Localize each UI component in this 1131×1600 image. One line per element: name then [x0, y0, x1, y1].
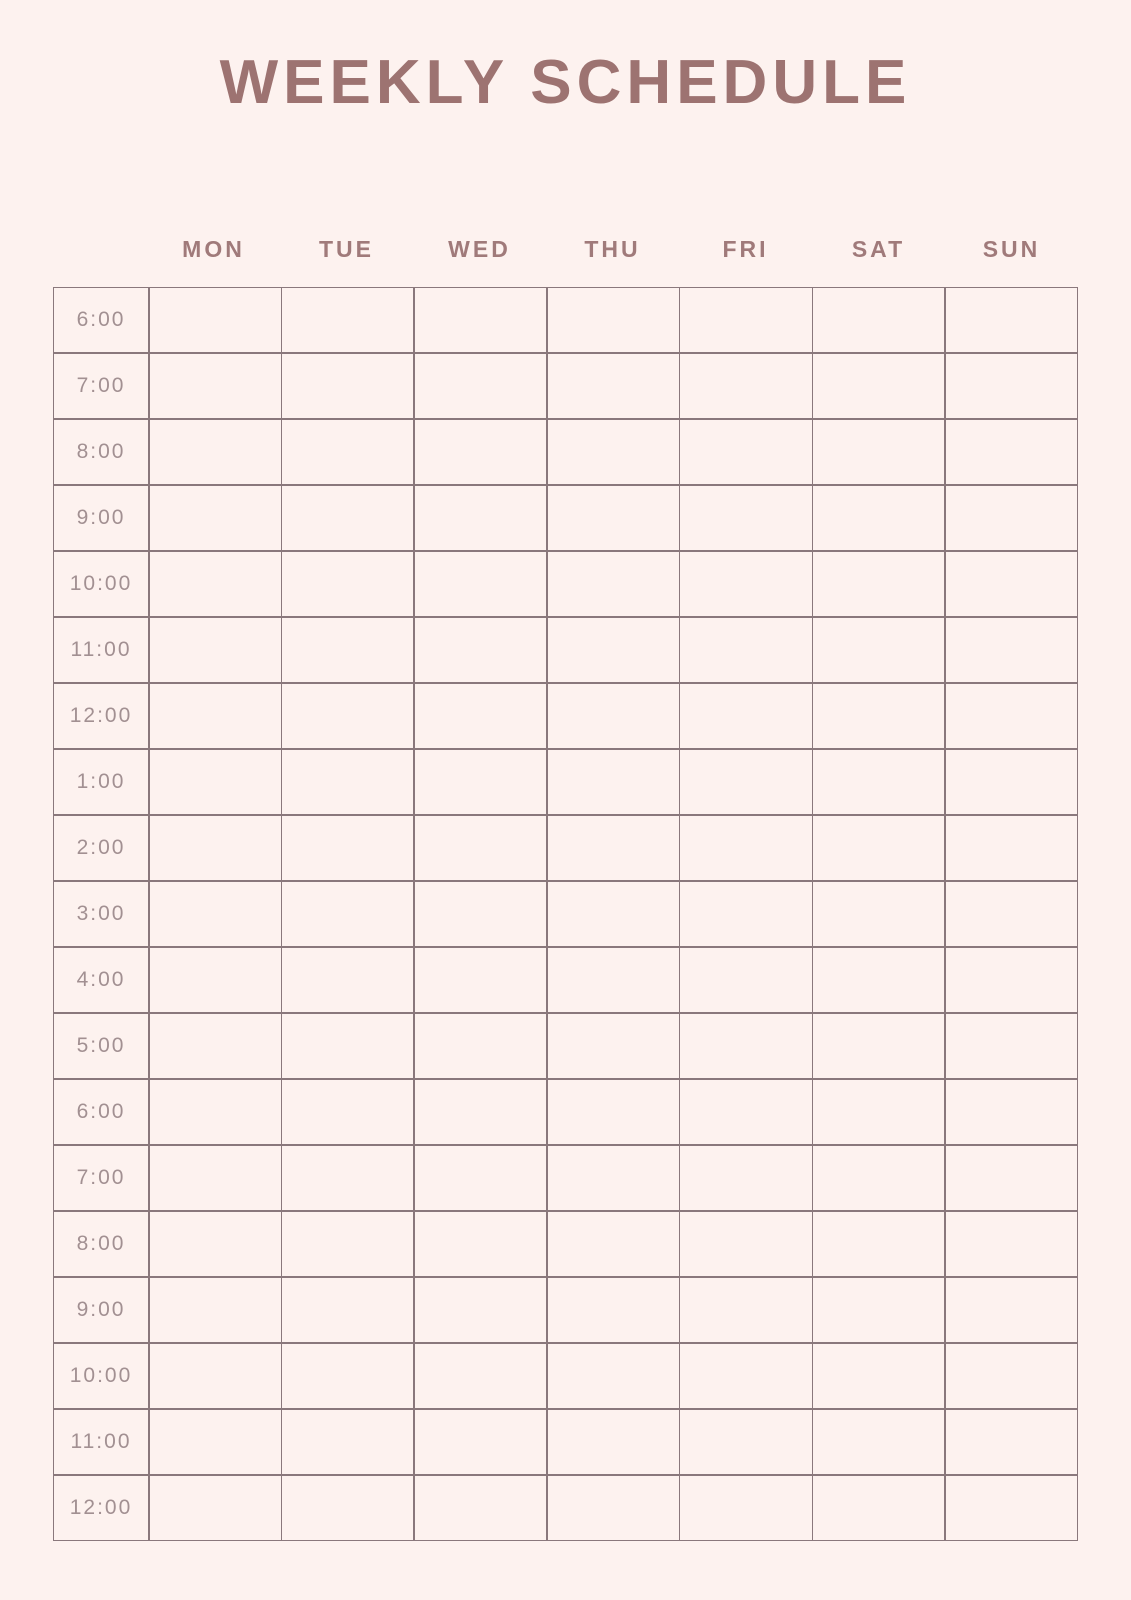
cell-mon-r6[interactable]	[150, 684, 281, 749]
cell-mon-r5[interactable]	[150, 618, 281, 683]
cell-sun-r0[interactable]	[946, 288, 1077, 353]
cell-fri-r15[interactable]	[680, 1278, 811, 1343]
day-header-sun: SUN	[982, 235, 1041, 262]
weekly-schedule-page	[0, 50, 1131, 1600]
time-label: 11:00	[54, 618, 148, 683]
cell-mon-r4[interactable]	[150, 552, 281, 617]
cell-tue-r7[interactable]	[282, 750, 413, 815]
cell-thu-r18[interactable]	[548, 1476, 679, 1541]
cell-thu-r15[interactable]	[548, 1278, 679, 1343]
cell-sat-r18[interactable]	[813, 1476, 944, 1541]
cell-sat-r1[interactable]	[813, 354, 944, 419]
time-label: 8:00	[54, 1212, 148, 1277]
cell-wed-r13[interactable]	[415, 1146, 546, 1211]
cell-tue-r6[interactable]	[282, 684, 413, 749]
cell-fri-r11[interactable]	[680, 1014, 811, 1079]
cell-wed-r17[interactable]	[415, 1410, 546, 1475]
cell-fri-r4[interactable]	[680, 552, 811, 617]
cell-sat-r4[interactable]	[813, 552, 944, 617]
cell-tue-r1[interactable]	[282, 354, 413, 419]
cell-mon-r9[interactable]	[150, 882, 281, 947]
cell-sat-r15[interactable]	[813, 1278, 944, 1343]
cell-sun-r14[interactable]	[946, 1212, 1077, 1277]
cell-fri-r9[interactable]	[680, 882, 811, 947]
cell-tue-r8[interactable]	[282, 816, 413, 881]
cell-sun-r7[interactable]	[946, 750, 1077, 815]
time-label: 10:00	[54, 552, 148, 617]
cell-wed-r0[interactable]	[415, 288, 546, 353]
cell-thu-r3[interactable]	[548, 486, 679, 551]
cell-sat-r3[interactable]	[813, 486, 944, 551]
cell-tue-r15[interactable]	[282, 1278, 413, 1343]
cell-sun-r15[interactable]	[946, 1278, 1077, 1343]
day-header-row	[53, 237, 1078, 261]
cell-tue-r18[interactable]	[282, 1476, 413, 1541]
time-label: 12:00	[54, 684, 148, 749]
cell-tue-r12[interactable]	[282, 1080, 413, 1145]
cell-tue-r9[interactable]	[282, 882, 413, 947]
time-label: 5:00	[54, 1014, 148, 1079]
cell-tue-r17[interactable]	[282, 1410, 413, 1475]
cell-thu-r12[interactable]	[548, 1080, 679, 1145]
cell-thu-r2[interactable]	[548, 420, 679, 485]
cell-fri-r14[interactable]	[680, 1212, 811, 1277]
cell-tue-r0[interactable]	[282, 288, 413, 353]
cell-thu-r13[interactable]	[548, 1146, 679, 1211]
cell-thu-r6[interactable]	[548, 684, 679, 749]
cell-thu-r8[interactable]	[548, 816, 679, 881]
cell-thu-r0[interactable]	[548, 288, 679, 353]
cell-sun-r12[interactable]	[946, 1080, 1077, 1145]
cell-tue-r5[interactable]	[282, 618, 413, 683]
time-label: 7:00	[54, 1146, 148, 1211]
cell-thu-r11[interactable]	[548, 1014, 679, 1079]
time-label: 3:00	[54, 882, 148, 947]
day-header-spacer	[53, 237, 147, 261]
cell-sun-r5[interactable]	[946, 618, 1077, 683]
cell-fri-r2[interactable]	[680, 420, 811, 485]
cell-wed-r18[interactable]	[415, 1476, 546, 1541]
cell-mon-r0[interactable]	[150, 288, 281, 353]
cell-tue-r14[interactable]	[282, 1212, 413, 1277]
cell-fri-r5[interactable]	[680, 618, 811, 683]
cell-mon-r10[interactable]	[150, 948, 281, 1013]
time-label: 9:00	[54, 1278, 148, 1343]
day-header-tue: TUE	[319, 235, 374, 262]
cell-wed-r16[interactable]	[415, 1344, 546, 1409]
cell-mon-r16[interactable]	[150, 1344, 281, 1409]
cell-wed-r14[interactable]	[415, 1212, 546, 1277]
cell-wed-r6[interactable]	[415, 684, 546, 749]
cell-sun-r9[interactable]	[946, 882, 1077, 947]
cell-mon-r11[interactable]	[150, 1014, 281, 1079]
cell-sun-r4[interactable]	[946, 552, 1077, 617]
cell-mon-r8[interactable]	[150, 816, 281, 881]
time-label: 11:00	[54, 1410, 148, 1475]
cell-fri-r7[interactable]	[680, 750, 811, 815]
cell-sat-r6[interactable]	[813, 684, 944, 749]
cell-thu-r9[interactable]	[548, 882, 679, 947]
cell-fri-r3[interactable]	[680, 486, 811, 551]
cell-sun-r8[interactable]	[946, 816, 1077, 881]
cell-mon-r15[interactable]	[150, 1278, 281, 1343]
cell-mon-r3[interactable]	[150, 486, 281, 551]
cell-sun-r16[interactable]	[946, 1344, 1077, 1409]
cell-wed-r15[interactable]	[415, 1278, 546, 1343]
time-label: 7:00	[54, 354, 148, 419]
cell-sat-r2[interactable]	[813, 420, 944, 485]
cell-sat-r0[interactable]	[813, 288, 944, 353]
schedule-grid	[53, 287, 1078, 1542]
cell-wed-r4[interactable]	[415, 552, 546, 617]
cell-sat-r11[interactable]	[813, 1014, 944, 1079]
cell-thu-r1[interactable]	[548, 354, 679, 419]
cell-fri-r18[interactable]	[680, 1476, 811, 1541]
cell-wed-r12[interactable]	[415, 1080, 546, 1145]
cell-tue-r13[interactable]	[282, 1146, 413, 1211]
cell-tue-r4[interactable]	[282, 552, 413, 617]
cell-sat-r5[interactable]	[813, 618, 944, 683]
cell-mon-r17[interactable]	[150, 1410, 281, 1475]
cell-sun-r18[interactable]	[946, 1476, 1077, 1541]
cell-fri-r10[interactable]	[680, 948, 811, 1013]
cell-fri-r13[interactable]	[680, 1146, 811, 1211]
cell-thu-r17[interactable]	[548, 1410, 679, 1475]
cell-fri-r6[interactable]	[680, 684, 811, 749]
time-label: 6:00	[54, 1080, 148, 1145]
cell-mon-r1[interactable]	[150, 354, 281, 419]
cell-sat-r17[interactable]	[813, 1410, 944, 1475]
cell-mon-r18[interactable]	[150, 1476, 281, 1541]
cell-thu-r10[interactable]	[548, 948, 679, 1013]
time-label: 2:00	[54, 816, 148, 881]
cell-fri-r12[interactable]	[680, 1080, 811, 1145]
day-header-fri: FRI	[722, 235, 769, 262]
cell-sun-r1[interactable]	[946, 354, 1077, 419]
cell-sun-r17[interactable]	[946, 1410, 1077, 1475]
cell-sun-r11[interactable]	[946, 1014, 1077, 1079]
time-label: 12:00	[54, 1476, 148, 1541]
time-label: 6:00	[54, 288, 148, 353]
cell-wed-r10[interactable]	[415, 948, 546, 1013]
cell-thu-r4[interactable]	[548, 552, 679, 617]
time-label: 4:00	[54, 948, 148, 1013]
cell-tue-r16[interactable]	[282, 1344, 413, 1409]
cell-sat-r9[interactable]	[813, 882, 944, 947]
cell-fri-r16[interactable]	[680, 1344, 811, 1409]
cell-fri-r0[interactable]	[680, 288, 811, 353]
cell-fri-r17[interactable]	[680, 1410, 811, 1475]
cell-sat-r16[interactable]	[813, 1344, 944, 1409]
cell-tue-r10[interactable]	[282, 948, 413, 1013]
cell-fri-r1[interactable]	[680, 354, 811, 419]
cell-wed-r7[interactable]	[415, 750, 546, 815]
time-label: 10:00	[54, 1344, 148, 1409]
cell-wed-r1[interactable]	[415, 354, 546, 419]
cell-thu-r14[interactable]	[548, 1212, 679, 1277]
cell-sun-r13[interactable]	[946, 1146, 1077, 1211]
day-header-wed: WED	[448, 235, 511, 262]
cell-tue-r2[interactable]	[282, 420, 413, 485]
cell-mon-r14[interactable]	[150, 1212, 281, 1277]
time-label: 8:00	[54, 420, 148, 485]
cell-sun-r10[interactable]	[946, 948, 1077, 1013]
cell-wed-r5[interactable]	[415, 618, 546, 683]
cell-tue-r11[interactable]	[282, 1014, 413, 1079]
cell-mon-r12[interactable]	[150, 1080, 281, 1145]
cell-tue-r3[interactable]	[282, 486, 413, 551]
cell-thu-r5[interactable]	[548, 618, 679, 683]
cell-sat-r8[interactable]	[813, 816, 944, 881]
cell-fri-r8[interactable]	[680, 816, 811, 881]
cell-sat-r12[interactable]	[813, 1080, 944, 1145]
cell-sun-r6[interactable]	[946, 684, 1077, 749]
cell-mon-r13[interactable]	[150, 1146, 281, 1211]
cell-wed-r9[interactable]	[415, 882, 546, 947]
cell-sat-r10[interactable]	[813, 948, 944, 1013]
cell-mon-r2[interactable]	[150, 420, 281, 485]
cell-wed-r11[interactable]	[415, 1014, 546, 1079]
cell-wed-r2[interactable]	[415, 420, 546, 485]
cell-thu-r7[interactable]	[548, 750, 679, 815]
cell-mon-r7[interactable]	[150, 750, 281, 815]
day-header-sat: SAT	[851, 235, 906, 262]
time-label: 1:00	[54, 750, 148, 815]
cell-sat-r14[interactable]	[813, 1212, 944, 1277]
page-title: WEEKLY SCHEDULE	[219, 48, 912, 117]
cell-thu-r16[interactable]	[548, 1344, 679, 1409]
cell-wed-r8[interactable]	[415, 816, 546, 881]
time-label: 9:00	[54, 486, 148, 551]
cell-sun-r2[interactable]	[946, 420, 1077, 485]
cell-sun-r3[interactable]	[946, 486, 1077, 551]
cell-sat-r7[interactable]	[813, 750, 944, 815]
cell-wed-r3[interactable]	[415, 486, 546, 551]
day-header-mon: MON	[182, 235, 245, 262]
day-header-thu: THU	[584, 235, 641, 262]
cell-sat-r13[interactable]	[813, 1146, 944, 1211]
